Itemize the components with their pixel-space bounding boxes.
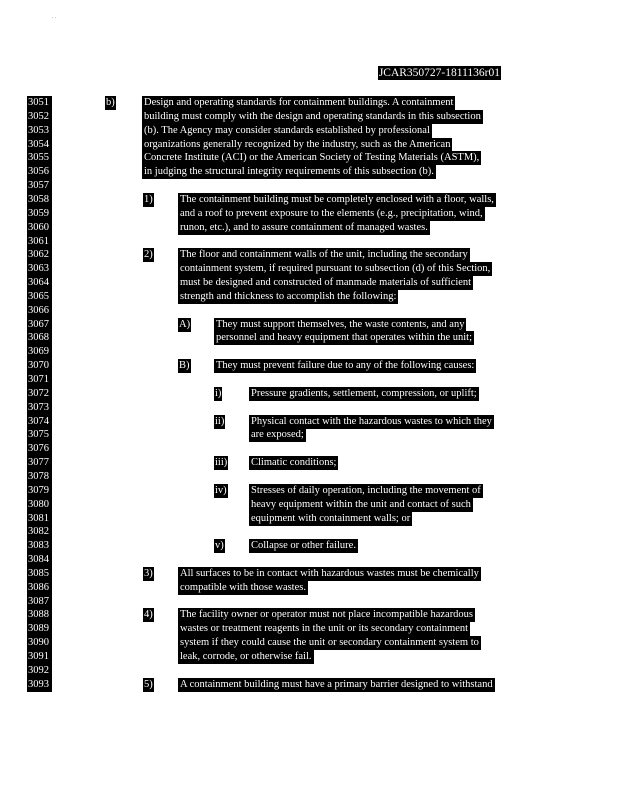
line-number: 3051 [27, 96, 52, 110]
line-number: 3074 [27, 415, 52, 429]
line-number: 3054 [27, 138, 52, 152]
line-text: leak, corrode, or otherwise fail. [180, 651, 312, 662]
outline-label: 4) [144, 609, 153, 621]
text-line [0, 373, 618, 387]
line-number: 3064 [27, 276, 52, 290]
text-line [0, 539, 618, 553]
text-line [0, 581, 618, 595]
line-number: 3066 [27, 304, 52, 318]
line-text: are exposed; [251, 429, 304, 441]
line-number: 3093 [27, 678, 52, 692]
line-text: equipment with containment walls; or [251, 512, 411, 524]
text-line [0, 595, 618, 609]
outline-label: 3) [144, 567, 153, 579]
text-line [0, 664, 618, 678]
line-number: 3062 [27, 248, 52, 262]
text-line [0, 276, 618, 290]
line-text: system if they could cause the unit or secondary containment system to [180, 637, 479, 649]
line-number: 3065 [27, 290, 52, 304]
line-text: Pressure gradients, settlement, compression, or uplift; [251, 387, 477, 399]
line-number: 3052 [27, 110, 52, 124]
text-line [0, 96, 618, 110]
outline-label: v) [215, 540, 224, 552]
line-number: 3071 [27, 373, 52, 387]
line-number: 3077 [27, 456, 52, 470]
text-line [0, 401, 618, 415]
outline-label: b) [106, 97, 115, 108]
line-number: 3085 [27, 567, 52, 581]
document-id: JCAR350727-1811136r01 [378, 67, 500, 79]
line-text: building must comply with the design and operating standards in this subsection [144, 110, 481, 122]
text-line [0, 290, 618, 304]
line-number: 3058 [27, 193, 52, 207]
line-text: They must prevent failure due to any of the following causes: [216, 360, 475, 372]
outline-label: 5) [144, 678, 153, 690]
line-text: in judging the structural integrity requirements of this subsection (b). [144, 166, 434, 178]
line-text: containment system, if required pursuant to subsection (d) of this Section, [180, 263, 491, 275]
line-text: heavy equipment within the unit and contact of such [251, 498, 471, 510]
line-number: 3076 [27, 442, 52, 456]
text-line [0, 415, 618, 429]
line-number: 3070 [27, 359, 52, 373]
line-text: All surfaces to be in contact with hazardous wastes must be chemically [180, 567, 479, 579]
line-number: 3078 [27, 470, 52, 484]
text-line [0, 678, 618, 692]
text-line [0, 622, 618, 636]
line-text: Stresses of daily operation, including the movement of [251, 484, 481, 496]
text-line [0, 207, 618, 221]
line-number: 3089 [27, 622, 52, 636]
line-text: Climatic conditions; [251, 457, 337, 469]
line-number: 3082 [27, 525, 52, 539]
line-number: 3083 [27, 539, 52, 553]
text-line [0, 193, 618, 207]
line-text: organizations generally recognized by the industry, such as the American [144, 138, 451, 150]
line-number: 3092 [27, 664, 52, 678]
text-line [0, 608, 618, 622]
outline-label: A) [179, 318, 191, 330]
text-line [0, 124, 618, 138]
line-text: and a roof to prevent exposure to the elements (e.g., precipitation, wind, [180, 207, 483, 219]
line-text: compatible with those wastes. [180, 581, 306, 593]
text-line [0, 553, 618, 567]
line-number: 3084 [27, 553, 52, 567]
text-line [0, 151, 618, 165]
line-number: 3090 [27, 636, 52, 650]
line-text: Design and operating standards for containment buildings. A containment [144, 97, 454, 108]
line-number: 3087 [27, 595, 52, 609]
line-text: They must support themselves, the waste contents, and any [216, 318, 465, 330]
text-line [0, 304, 618, 318]
text-line [0, 221, 618, 235]
line-number: 3069 [27, 345, 52, 359]
text-line [0, 442, 618, 456]
line-number: 3075 [27, 428, 52, 442]
text-line [0, 387, 618, 401]
text-line [0, 525, 618, 539]
line-text: Concrete Institute (ACI) or the American Society of Testing Materials (ASTM), [144, 152, 480, 164]
line-text: wastes or treatment reagents in the unit or its secondary containment [180, 623, 469, 635]
outline-label: ii) [215, 415, 225, 427]
line-number: 3079 [27, 484, 52, 498]
line-number: 3067 [27, 318, 52, 332]
line-number: 3055 [27, 151, 52, 165]
line-text: strength and thickness to accomplish the following: [180, 290, 397, 302]
outline-label: B) [179, 360, 190, 372]
outline-label: iii) [215, 457, 228, 469]
text-line [0, 318, 618, 332]
outline-label: 2) [144, 249, 153, 261]
page-specks: . . [52, 14, 57, 20]
line-number: 3057 [27, 179, 52, 193]
text-line [0, 456, 618, 470]
line-text: The floor and containment walls of the unit, including the secondary [180, 249, 468, 261]
text-line [0, 567, 618, 581]
line-number: 3091 [27, 650, 52, 664]
line-number: 3088 [27, 608, 52, 622]
text-line [0, 331, 618, 345]
line-text: (b). The Agency may consider standards established by professional [144, 124, 430, 136]
line-number: 3053 [27, 124, 52, 138]
line-number: 3061 [27, 235, 52, 249]
text-line [0, 512, 618, 526]
text-line [0, 470, 618, 484]
text-line [0, 636, 618, 650]
line-number: 3063 [27, 262, 52, 276]
line-text: must be designed and constructed of manmade materials of sufficient [180, 277, 472, 289]
line-text: personnel and heavy equipment that operates within the unit; [216, 332, 473, 344]
line-number: 3068 [27, 331, 52, 345]
line-number: 3081 [27, 512, 52, 526]
line-text: runon, etc.), and to assure containment of managed wastes. [180, 221, 428, 233]
text-line [0, 248, 618, 262]
text-line [0, 138, 618, 152]
line-number: 3073 [27, 401, 52, 415]
line-number: 3059 [27, 207, 52, 221]
text-line [0, 165, 618, 179]
text-line [0, 498, 618, 512]
text-line [0, 262, 618, 276]
outline-label: 1) [144, 193, 153, 205]
outline-label: iv) [215, 484, 227, 496]
line-text: Physical contact with the hazardous wastes to which they [251, 415, 492, 427]
line-text: A containment building must have a primary barrier designed to withstand [180, 678, 493, 690]
line-text: Collapse or other failure. [251, 540, 356, 552]
text-line [0, 110, 618, 124]
line-text: The facility owner or operator must not place incompatible hazardous [180, 609, 474, 621]
text-line [0, 345, 618, 359]
line-number: 3086 [27, 581, 52, 595]
text-line [0, 484, 618, 498]
text-line [0, 359, 618, 373]
line-text: The containment building must be completely enclosed with a floor, walls, [180, 193, 494, 205]
line-number: 3056 [27, 165, 52, 179]
line-number: 3060 [27, 221, 52, 235]
text-line [0, 179, 618, 193]
text-line [0, 428, 618, 442]
text-line [0, 235, 618, 249]
outline-label: i) [215, 387, 222, 399]
text-line [0, 650, 618, 664]
line-number: 3080 [27, 498, 52, 512]
line-number: 3072 [27, 387, 52, 401]
